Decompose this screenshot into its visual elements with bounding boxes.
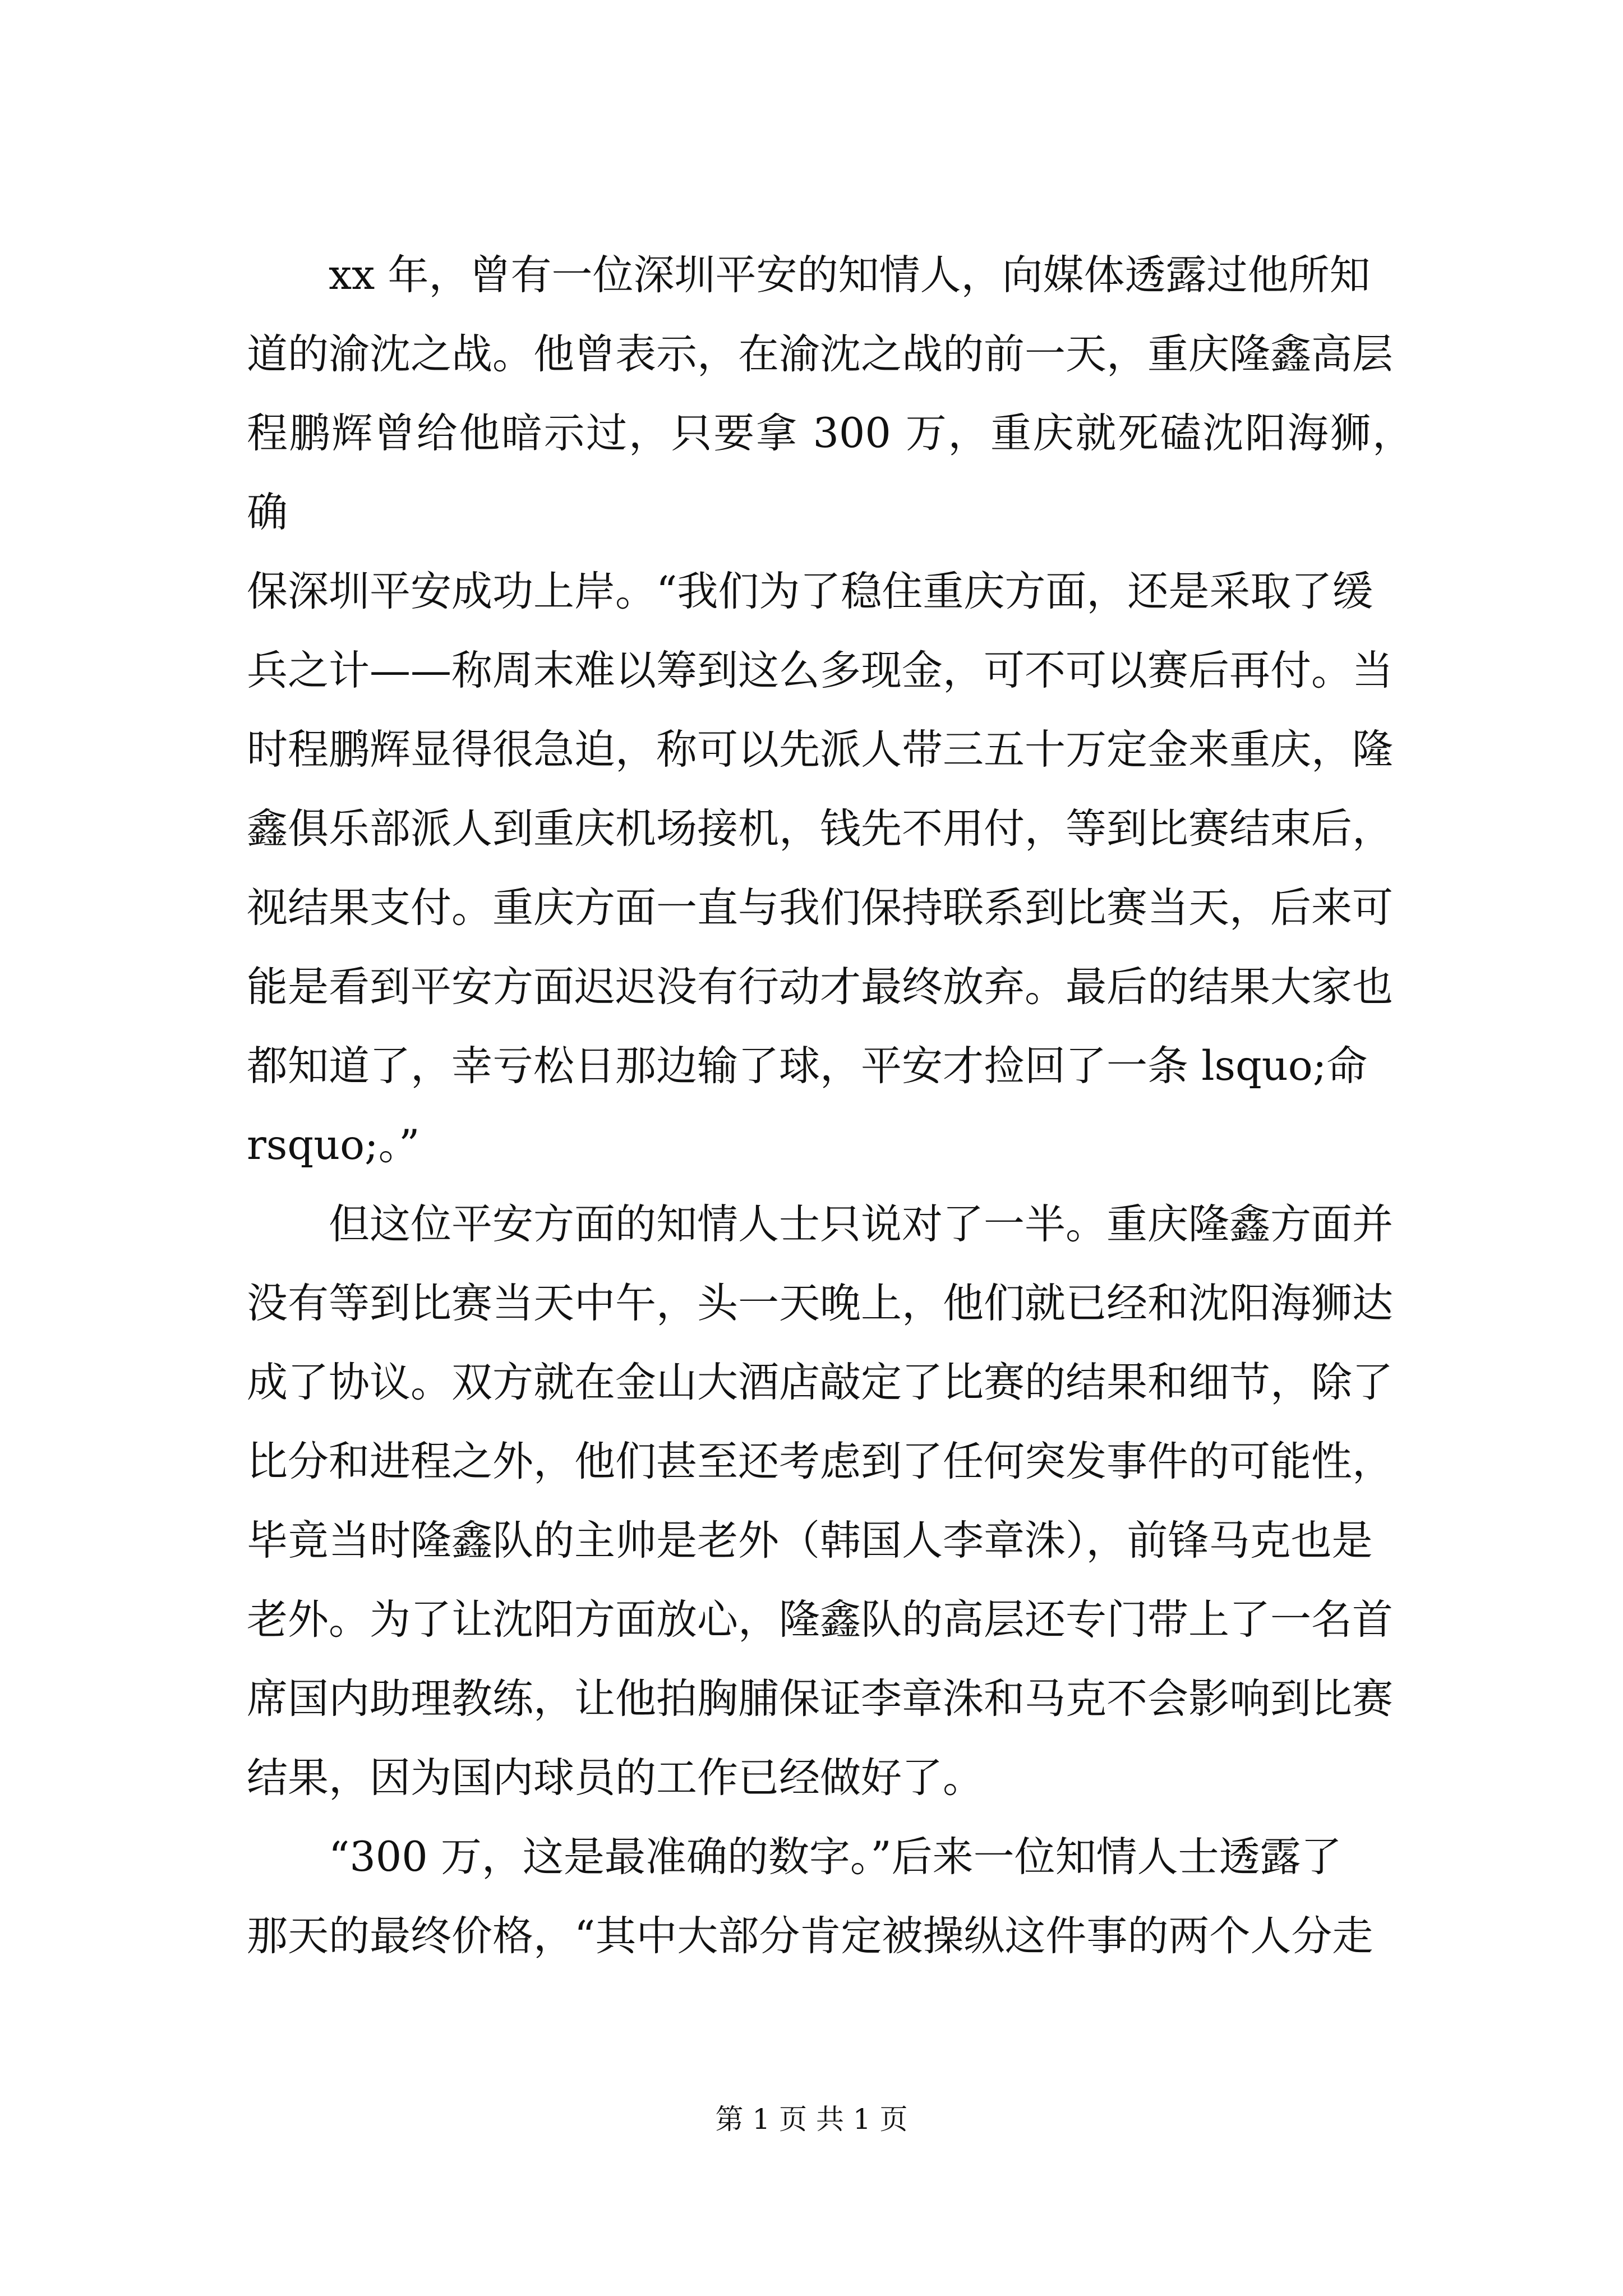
paragraph-3: “300 万，这是最准确的数字。”后来一位知情人士透露了 那天的最终价格，“其中大部分肯定被操纵这件事的两个人分走 <box>247 1833 1373 1960</box>
paragraph-2: 但这位平安方面的知情人士只说对了一半。重庆隆鑫方面并 没有等到比赛当天中午，头一天晚上，他们就已经和沈阳海狮达 成了协议。双方就在金山大酒店敲定了比赛的结果和细节，除了 比分和进程之外，他们甚至还考虑到了任何突发事件的可能性， 毕竟当时隆鑫队的主帅是老外（韩国人李章洙），前锋马克也是 老外。为了让沈阳方面放心，隆鑫队的高层还专门带上了一名首 席国内助理教练，让他拍胸脯保证李章洙和马克不会影响到比赛 结果，因为国内球员的工作已经做好了。 <box>247 1200 1393 1802</box>
paragraph-1: xx 年，曾有一位深圳平安的知情人，向媒体透露过他所知 道的渝沈之战。他曾表示，在渝沈之战的前一天，重庆隆鑫高层 程鹏辉曾给他暗示过，只要拿 300 万，重庆就死磕沈阳海狮，确 保深圳平安成功上岸。“我们为了稳住重庆方面，还是采取了缓 兵之计——称周末难以筹到这么多现金，可不可以赛后再付。当 时程鹏辉显得很急迫，称可以先派人带三五十万定金来重庆，隆 鑫俱乐部派人到重庆机场接机，钱先不用付，等到比赛结束后， 视结果支付。重庆方面一直与我们保持联系到比赛当天，后来可 能是看到平安方面迟迟没有行动才最终放弃。最后的结果大家也 都知道了，幸亏松日那边输了球，平安才捡回了一条 lsquo;命 rsquo;。” <box>247 251 1413 1169</box>
document-body <box>247 236 1413 1976</box>
page-footer: 第 1 页 共 1 页 <box>715 2103 908 2136</box>
